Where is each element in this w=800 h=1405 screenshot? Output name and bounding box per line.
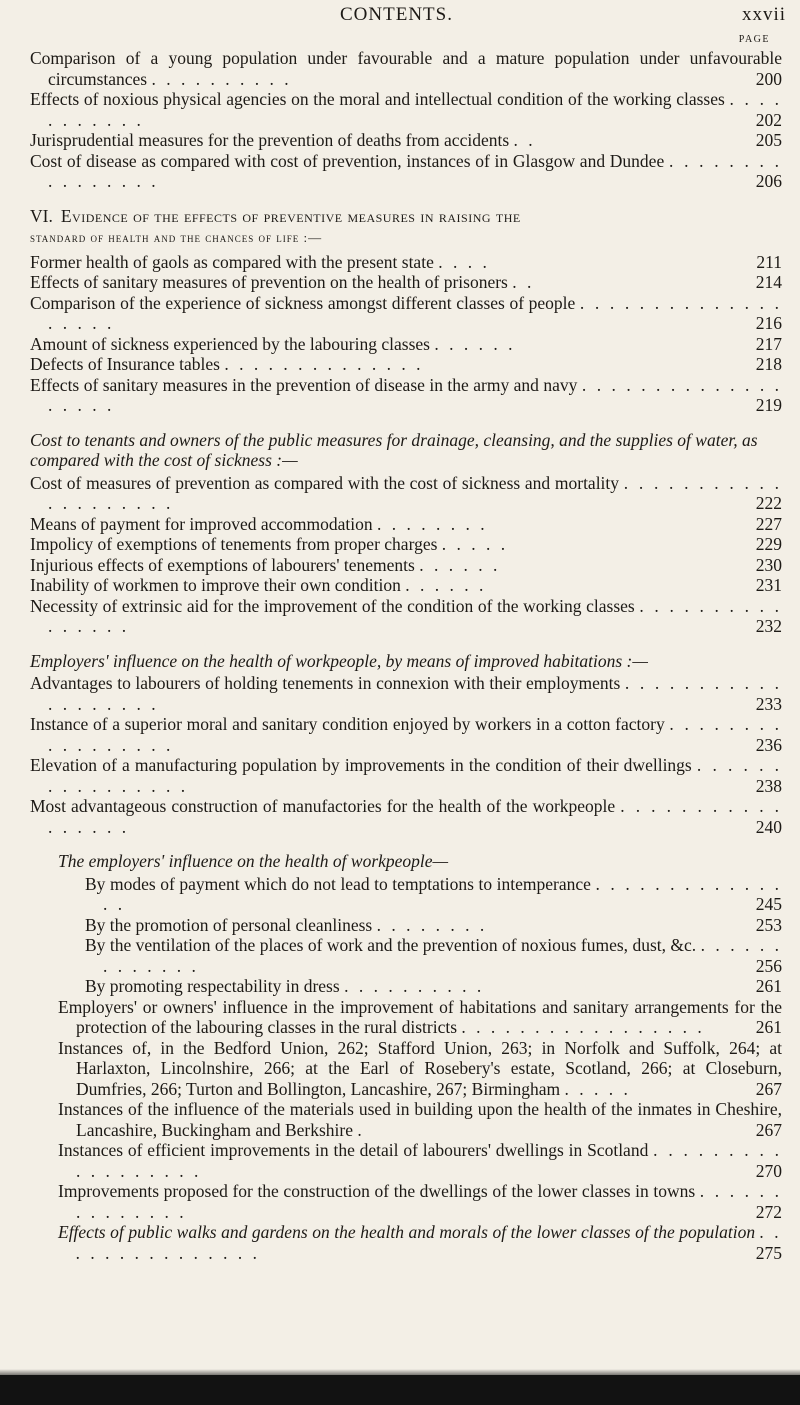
section-heading	[30, 206, 782, 248]
toc-entry: Effects of noxious physical agencies on the moral and intellectual condition of the working classes . . . . . . . . . . . 202	[30, 89, 783, 130]
group-heading: The employers' influence on the health of workpeople—	[58, 851, 449, 871]
toc-entry: Cost of disease as compared with cost of prevention, instances of in Glasgow and Dundee . . . . . . . . . . . . . . . . 206	[30, 150, 783, 191]
cost-group-entries	[30, 473, 782, 637]
section-title-line2: standard of health and the chances of life :—	[30, 229, 323, 245]
toc-entry: Jurisprudential measures for the prevention of deaths from accidents . . 205	[30, 130, 782, 150]
toc-entry: Instances of efficient improvements in the detail of labourers' dwellings in Scotland . . . . . . . . . . . . . . . . . . 270	[58, 1140, 783, 1181]
page-number: 219	[755, 395, 782, 415]
toc-entry: Improvements proposed for the construction of the dwellings of the lower classes in towns . . . . . . . . . . . . . . 272	[58, 1181, 783, 1222]
toc-entry: By promoting respectability in dress . . . . . . . . . . 261	[85, 976, 782, 996]
toc-entry: By the ventilation of the places of work and the prevention of noxious fumes, dust, &c. . . . . . . . . . . . . . 256	[85, 935, 783, 976]
page-number: 211	[756, 251, 782, 272]
page-number: 218	[755, 354, 782, 374]
page-number: 230	[755, 554, 782, 575]
toc-entry: Defects of Insurance tables . . . . . . . . . . . . . . 218	[30, 354, 782, 374]
toc-entry: Former health of gaols as compared with the present state . . . . 211	[30, 251, 782, 272]
page-number: 216	[755, 313, 782, 333]
toc-entry: Impolicy of exemptions of tenements from proper charges . . . . . 229	[30, 534, 782, 554]
page-number: 202	[755, 109, 782, 130]
page-number: 231	[755, 575, 782, 595]
toc-entry: Employers' or owners' influence in the improvement of habitations and sanitary arrangements for the protection of the labouring classes in the rural districts . . . . . . . . . . . . . . . . . 261	[58, 996, 782, 1037]
contents-body	[30, 48, 782, 1263]
toc-entry: Advantages to labourers of holding tenements in connexion with their employments . . . . . . . . . . . . . . . . . . . 233	[30, 673, 783, 714]
scan-edge-bar	[0, 1375, 800, 1405]
page-number: 229	[755, 534, 782, 554]
page-number: 227	[755, 513, 782, 534]
toc-entry: By modes of payment which do not lead to temptations to intemperance . . . . . . . . . . . . . . . 245	[85, 873, 783, 914]
toc-entry: By the promotion of personal cleanliness . . . . . . . . 253	[85, 914, 782, 935]
page-number: 200	[755, 68, 782, 89]
toc-entry: Comparison of the experience of sickness amongst different classes of people . . . . . . . . . . . . . . . . . . . 216	[30, 292, 782, 333]
group-heading: Cost to tenants and owners of the public measures for drainage, cleansing, and the supplies of water, as compared with the cost of sickness :—	[30, 429, 758, 470]
toc-entry: Inability of workmen to improve their own condition . . . . . . 231	[30, 575, 782, 595]
page-number: 267	[755, 1078, 782, 1099]
page-number: 214	[755, 272, 782, 292]
toc-entry: Elevation of a manufacturing population by improvements in the condition of their dwellings . . . . . . . . . . . . . . . . 238	[30, 755, 783, 796]
page-number: 238	[755, 775, 782, 796]
toc-entry: Amount of sickness experienced by the labouring classes . . . . . . 217	[30, 333, 782, 354]
toc-entry: Necessity of extrinsic aid for the improvement of the condition of the working classes . . . . . . . . . . . . . . . . 232	[30, 595, 783, 636]
folio-number: xxvii	[741, 4, 786, 25]
section6-entries	[30, 252, 782, 416]
page-number: 275	[755, 1242, 782, 1263]
page-column-label: PAGE	[738, 34, 770, 45]
running-title: CONTENTS.	[340, 4, 453, 25]
toc-entry: Comparison of a young population under favourable and a mature population under unfavourable circumstances . . . . . . . . . . 200	[30, 48, 782, 89]
employers-group2-entries	[58, 874, 782, 1264]
page-number: 217	[755, 333, 782, 354]
page-number: 261	[755, 1017, 782, 1037]
employers-group1-entries	[30, 673, 782, 837]
page-number: 222	[755, 493, 782, 513]
toc-entry: Instances of the influence of the materials used in building upon the health of the inmates in Cheshire, Lancashire, Buckingham and Berkshire . 267	[58, 1099, 782, 1140]
toc-entry: Instance of a superior moral and sanitary condition enjoyed by workers in a cotton factory . . . . . . . . . . . . . . . . . 236	[30, 714, 783, 755]
running-head	[330, 0, 800, 30]
section-number: VI.	[30, 205, 53, 226]
page-number: 245	[755, 894, 782, 914]
page-number: 240	[755, 816, 782, 837]
page-number: 261	[755, 976, 782, 996]
toc-entry: Most advantageous construction of manufactories for the health of the workpeople . . . . . . . . . . . . . . . . . 240	[30, 796, 783, 837]
toc-entry: Means of payment for improved accommodation . . . . . . . . 227	[30, 513, 782, 534]
toc-entry: Cost of measures of prevention as compared with the cost of sickness and mortality . . . . . . . . . . . . . . . . . . . . 222	[30, 472, 783, 513]
toc-entry: Effects of sanitary measures in the prevention of disease in the army and navy . . . . . . . . . . . . . . . . . . . 219	[30, 374, 783, 415]
page-number: 253	[755, 914, 782, 935]
page-number: 270	[755, 1160, 782, 1181]
page-number: 233	[755, 693, 782, 714]
page-number: 232	[755, 616, 782, 636]
page-number: 206	[755, 171, 782, 191]
group-heading: Employers' influence on the health of workpeople, by means of improved habitations :—	[30, 650, 648, 671]
toc-entry: Effects of public walks and gardens on the health and morals of the lower classes of the population . . . . . . . . . . . . . . . 275	[58, 1222, 782, 1263]
page-number: 272	[755, 1201, 782, 1222]
page-number: 267	[755, 1119, 782, 1140]
toc-entry: Instances of, in the Bedford Union, 262; Stafford Union, 263; in Norfolk and Suffolk, 264; at Harlaxton, Lincolnshire, 266; at the Earl of Rosebery's estate, Scotland, 266; at Closeburn, Dumfries, 266; Turton and Bollington, Lancashire, 267; Birmingham . . . . . 267	[58, 1037, 782, 1099]
page-number: 236	[755, 734, 782, 755]
toc-entry: Effects of sanitary measures of prevention on the health of prisoners . . 214	[30, 272, 782, 292]
toc-entry: Injurious effects of exemptions of labourers' tenements . . . . . . 230	[30, 554, 782, 575]
section-title: Evidence of the effects of preventive measures in raising the	[60, 205, 521, 226]
block1	[30, 48, 782, 192]
page-number: 256	[755, 955, 782, 976]
page-number: 205	[755, 130, 782, 150]
